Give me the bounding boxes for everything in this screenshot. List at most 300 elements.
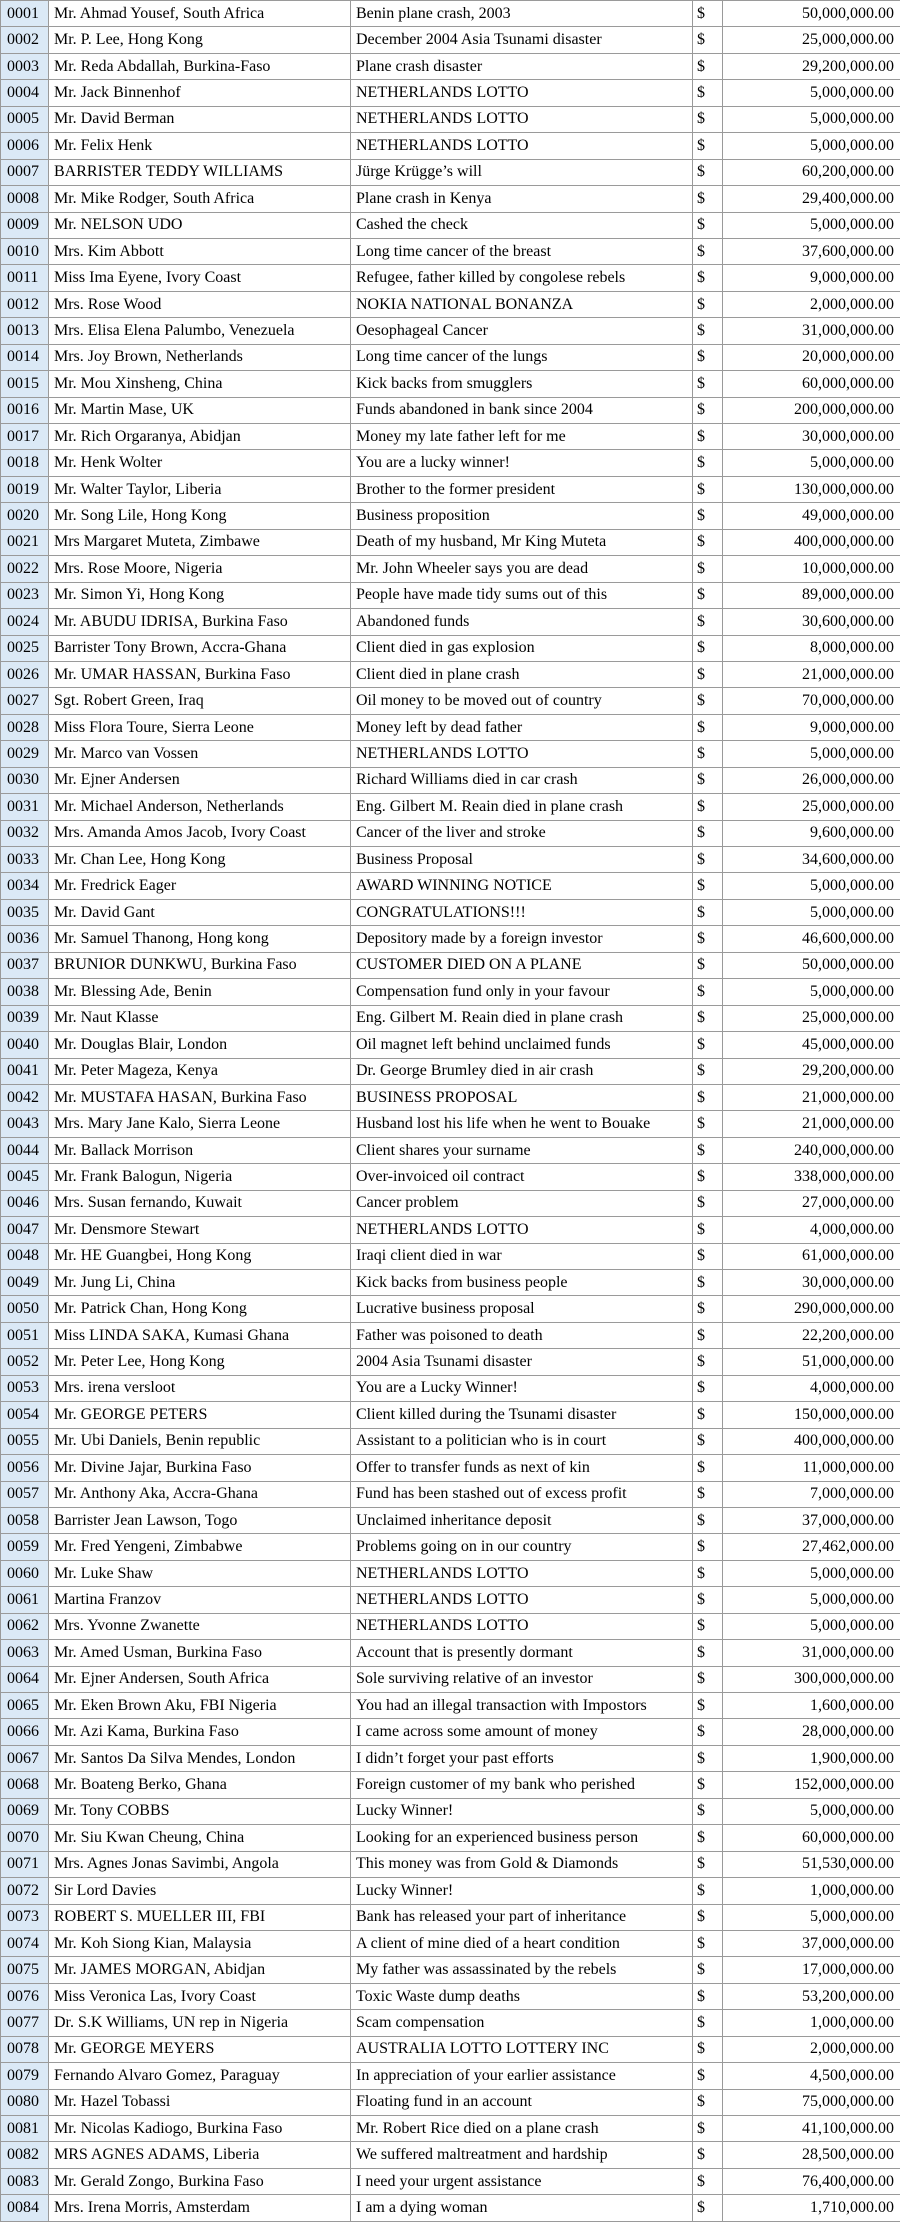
amount-cell: 45,000,000.00 xyxy=(723,1032,900,1058)
story-cell: AWARD WINNING NOTICE xyxy=(351,873,693,899)
sender-name-cell: Mr. Chan Lee, Hong Kong xyxy=(49,847,351,873)
story-cell: Compensation fund only in your favour xyxy=(351,979,693,1005)
row-number-cell: 0083 xyxy=(1,2168,49,2194)
amount-cell: 4,000,000.00 xyxy=(723,1217,900,1243)
table-row xyxy=(1,661,900,687)
table-row xyxy=(1,2116,900,2142)
currency-cell: $ xyxy=(693,424,723,450)
currency-cell: $ xyxy=(693,979,723,1005)
row-number-cell: 0042 xyxy=(1,1084,49,1110)
story-cell: Toxic Waste dump deaths xyxy=(351,1983,693,2009)
row-number-cell: 0057 xyxy=(1,1481,49,1507)
story-cell: Mr. Robert Rice died on a plane crash xyxy=(351,2116,693,2142)
table-row xyxy=(1,2089,900,2115)
table-row xyxy=(1,688,900,714)
sender-name-cell: Mr. Densmore Stewart xyxy=(49,1217,351,1243)
row-number-cell: 0004 xyxy=(1,80,49,106)
table-row xyxy=(1,1719,900,1745)
story-cell: Father was poisoned to death xyxy=(351,1322,693,1348)
row-number-cell: 0075 xyxy=(1,1957,49,1983)
story-cell: Oil magnet left behind unclaimed funds xyxy=(351,1032,693,1058)
sender-name-cell: Mr. MUSTAFA HASAN, Burkina Faso xyxy=(49,1084,351,1110)
amount-cell: 21,000,000.00 xyxy=(723,1084,900,1110)
table-row xyxy=(1,582,900,608)
story-cell: CONGRATULATIONS!!! xyxy=(351,899,693,925)
table-row xyxy=(1,1032,900,1058)
sender-name-cell: Miss LINDA SAKA, Kumasi Ghana xyxy=(49,1322,351,1348)
story-cell: NETHERLANDS LOTTO xyxy=(351,1587,693,1613)
row-number-cell: 0053 xyxy=(1,1375,49,1401)
table-row xyxy=(1,212,900,238)
table-row xyxy=(1,1613,900,1639)
row-number-cell: 0019 xyxy=(1,476,49,502)
currency-cell: $ xyxy=(693,450,723,476)
currency-cell: $ xyxy=(693,1455,723,1481)
row-number-cell: 0063 xyxy=(1,1640,49,1666)
sender-name-cell: Miss Ima Eyene, Ivory Coast xyxy=(49,265,351,291)
row-number-cell: 0034 xyxy=(1,873,49,899)
currency-cell: $ xyxy=(693,635,723,661)
row-number-cell: 0021 xyxy=(1,529,49,555)
table-row xyxy=(1,899,900,925)
table-row xyxy=(1,1825,900,1851)
currency-cell: $ xyxy=(693,159,723,185)
amount-cell: 5,000,000.00 xyxy=(723,979,900,1005)
row-number-cell: 0074 xyxy=(1,1930,49,1956)
currency-cell: $ xyxy=(693,1032,723,1058)
sender-name-cell: Mrs. Kim Abbott xyxy=(49,238,351,264)
amount-cell: 338,000,000.00 xyxy=(723,1164,900,1190)
amount-cell: 150,000,000.00 xyxy=(723,1402,900,1428)
row-number-cell: 0033 xyxy=(1,847,49,873)
sender-name-cell: Mrs. irena versloot xyxy=(49,1375,351,1401)
sender-name-cell: Miss Veronica Las, Ivory Coast xyxy=(49,1983,351,2009)
currency-cell: $ xyxy=(693,1851,723,1877)
table-row xyxy=(1,1693,900,1719)
story-cell: We suffered maltreatment and hardship xyxy=(351,2142,693,2168)
amount-cell: 240,000,000.00 xyxy=(723,1137,900,1163)
currency-cell: $ xyxy=(693,27,723,53)
story-cell: Floating fund in an account xyxy=(351,2089,693,2115)
currency-cell: $ xyxy=(693,1296,723,1322)
table-row xyxy=(1,2010,900,2036)
sender-name-cell: Mr. Tony COBBS xyxy=(49,1798,351,1824)
currency-cell: $ xyxy=(693,1190,723,1216)
story-cell: Scam compensation xyxy=(351,2010,693,2036)
row-number-cell: 0008 xyxy=(1,186,49,212)
table-row xyxy=(1,503,900,529)
table-row xyxy=(1,1640,900,1666)
table-row xyxy=(1,159,900,185)
currency-cell: $ xyxy=(693,397,723,423)
table-row xyxy=(1,2142,900,2168)
currency-cell: $ xyxy=(693,661,723,687)
row-number-cell: 0016 xyxy=(1,397,49,423)
amount-cell: 28,500,000.00 xyxy=(723,2142,900,2168)
sender-name-cell: Mr. Divine Jajar, Burkina Faso xyxy=(49,1455,351,1481)
table-row xyxy=(1,847,900,873)
currency-cell: $ xyxy=(693,80,723,106)
row-number-cell: 0038 xyxy=(1,979,49,1005)
row-number-cell: 0070 xyxy=(1,1825,49,1851)
table-row xyxy=(1,318,900,344)
currency-cell: $ xyxy=(693,1270,723,1296)
sender-name-cell: Mr. Felix Henk xyxy=(49,133,351,159)
sender-name-cell: Mr. Rich Orgaranya, Abidjan xyxy=(49,424,351,450)
amount-cell: 60,200,000.00 xyxy=(723,159,900,185)
table-row xyxy=(1,238,900,264)
story-cell: Bank has released your part of inheritance xyxy=(351,1904,693,1930)
row-number-cell: 0079 xyxy=(1,2063,49,2089)
amount-cell: 5,000,000.00 xyxy=(723,133,900,159)
sender-name-cell: Mr. Santos Da Silva Mendes, London xyxy=(49,1745,351,1771)
currency-cell: $ xyxy=(693,1,723,27)
sender-name-cell: Mr. Hazel Tobassi xyxy=(49,2089,351,2115)
row-number-cell: 0048 xyxy=(1,1243,49,1269)
sender-name-cell: BARRISTER TEDDY WILLIAMS xyxy=(49,159,351,185)
currency-cell: $ xyxy=(693,1005,723,1031)
row-number-cell: 0020 xyxy=(1,503,49,529)
table-row xyxy=(1,1878,900,1904)
row-number-cell: 0069 xyxy=(1,1798,49,1824)
amount-cell: 2,000,000.00 xyxy=(723,2036,900,2062)
amount-cell: 4,500,000.00 xyxy=(723,2063,900,2089)
sender-name-cell: Mrs. Rose Moore, Nigeria xyxy=(49,556,351,582)
row-number-cell: 0011 xyxy=(1,265,49,291)
amount-cell: 152,000,000.00 xyxy=(723,1772,900,1798)
story-cell: Refugee, father killed by congolese rebels xyxy=(351,265,693,291)
story-cell: Client killed during the Tsunami disaster xyxy=(351,1402,693,1428)
story-cell: Money my late father left for me xyxy=(351,424,693,450)
currency-cell: $ xyxy=(693,1745,723,1771)
sender-name-cell: Mrs. Susan fernando, Kuwait xyxy=(49,1190,351,1216)
sender-name-cell: Mr. Peter Mageza, Kenya xyxy=(49,1058,351,1084)
amount-cell: 50,000,000.00 xyxy=(723,1,900,27)
row-number-cell: 0040 xyxy=(1,1032,49,1058)
currency-cell: $ xyxy=(693,820,723,846)
sender-name-cell: Mr. Azi Kama, Burkina Faso xyxy=(49,1719,351,1745)
currency-cell: $ xyxy=(693,1534,723,1560)
currency-cell: $ xyxy=(693,2168,723,2194)
story-cell: Money left by dead father xyxy=(351,714,693,740)
amount-cell: 290,000,000.00 xyxy=(723,1296,900,1322)
sender-name-cell: Mr. Patrick Chan, Hong Kong xyxy=(49,1296,351,1322)
currency-cell: $ xyxy=(693,265,723,291)
amount-cell: 41,100,000.00 xyxy=(723,2116,900,2142)
currency-cell: $ xyxy=(693,1613,723,1639)
row-number-cell: 0078 xyxy=(1,2036,49,2062)
amount-cell: 89,000,000.00 xyxy=(723,582,900,608)
row-number-cell: 0031 xyxy=(1,794,49,820)
table-row xyxy=(1,1402,900,1428)
row-number-cell: 0023 xyxy=(1,582,49,608)
story-cell: This money was from Gold & Diamonds xyxy=(351,1851,693,1877)
amount-cell: 25,000,000.00 xyxy=(723,1005,900,1031)
sender-name-cell: Mr. NELSON UDO xyxy=(49,212,351,238)
amount-cell: 29,200,000.00 xyxy=(723,1058,900,1084)
currency-cell: $ xyxy=(693,1164,723,1190)
story-cell: Sole surviving relative of an investor xyxy=(351,1666,693,1692)
story-cell: Jürge Krügge’s will xyxy=(351,159,693,185)
currency-cell: $ xyxy=(693,688,723,714)
amount-cell: 10,000,000.00 xyxy=(723,556,900,582)
row-number-cell: 0009 xyxy=(1,212,49,238)
row-number-cell: 0065 xyxy=(1,1693,49,1719)
table-row xyxy=(1,1084,900,1110)
currency-cell: $ xyxy=(693,1322,723,1348)
table-row xyxy=(1,291,900,317)
table-row xyxy=(1,1111,900,1137)
table-row xyxy=(1,1137,900,1163)
sender-name-cell: Mr. Siu Kwan Cheung, China xyxy=(49,1825,351,1851)
table-row xyxy=(1,794,900,820)
currency-cell: $ xyxy=(693,2063,723,2089)
table-row xyxy=(1,476,900,502)
story-cell: Depository made by a foreign investor xyxy=(351,926,693,952)
row-number-cell: 0050 xyxy=(1,1296,49,1322)
amount-cell: 17,000,000.00 xyxy=(723,1957,900,1983)
amount-cell: 21,000,000.00 xyxy=(723,661,900,687)
sender-name-cell: Mrs. Joy Brown, Netherlands xyxy=(49,344,351,370)
currency-cell: $ xyxy=(693,2036,723,2062)
row-number-cell: 0064 xyxy=(1,1666,49,1692)
row-number-cell: 0049 xyxy=(1,1270,49,1296)
table-row xyxy=(1,1534,900,1560)
table-row xyxy=(1,1296,900,1322)
amount-cell: 61,000,000.00 xyxy=(723,1243,900,1269)
row-number-cell: 0003 xyxy=(1,53,49,79)
currency-cell: $ xyxy=(693,926,723,952)
table-row xyxy=(1,1666,900,1692)
story-cell: NETHERLANDS LOTTO xyxy=(351,80,693,106)
amount-cell: 46,600,000.00 xyxy=(723,926,900,952)
story-cell: My father was assassinated by the rebels xyxy=(351,1957,693,1983)
amount-cell: 75,000,000.00 xyxy=(723,2089,900,2115)
story-cell: Long time cancer of the breast xyxy=(351,238,693,264)
sender-name-cell: Mr. GEORGE MEYERS xyxy=(49,2036,351,2062)
sender-name-cell: Mr. Amed Usman, Burkina Faso xyxy=(49,1640,351,1666)
sender-name-cell: Mrs. Agnes Jonas Savimbi, Angola xyxy=(49,1851,351,1877)
table-row xyxy=(1,609,900,635)
sender-name-cell: Mr. Martin Mase, UK xyxy=(49,397,351,423)
table-row xyxy=(1,767,900,793)
currency-cell: $ xyxy=(693,1217,723,1243)
amount-cell: 9,000,000.00 xyxy=(723,714,900,740)
sender-name-cell: Mr. Douglas Blair, London xyxy=(49,1032,351,1058)
currency-cell: $ xyxy=(693,53,723,79)
amount-cell: 5,000,000.00 xyxy=(723,873,900,899)
story-cell: BUSINESS PROPOSAL xyxy=(351,1084,693,1110)
story-cell: Husband lost his life when he went to Bouake xyxy=(351,1111,693,1137)
story-cell: AUSTRALIA LOTTO LOTTERY INC xyxy=(351,2036,693,2062)
row-number-cell: 0013 xyxy=(1,318,49,344)
amount-cell: 76,400,000.00 xyxy=(723,2168,900,2194)
amount-cell: 11,000,000.00 xyxy=(723,1455,900,1481)
sender-name-cell: Sir Lord Davies xyxy=(49,1878,351,1904)
currency-cell: $ xyxy=(693,1904,723,1930)
story-cell: NETHERLANDS LOTTO xyxy=(351,741,693,767)
amount-cell: 400,000,000.00 xyxy=(723,1428,900,1454)
row-number-cell: 0055 xyxy=(1,1428,49,1454)
story-cell: Business proposition xyxy=(351,503,693,529)
sender-name-cell: Mr. Blessing Ade, Benin xyxy=(49,979,351,1005)
amount-cell: 1,600,000.00 xyxy=(723,1693,900,1719)
currency-cell: $ xyxy=(693,1375,723,1401)
row-number-cell: 0051 xyxy=(1,1322,49,1348)
table-row xyxy=(1,1428,900,1454)
row-number-cell: 0025 xyxy=(1,635,49,661)
story-cell: Assistant to a politician who is in court xyxy=(351,1428,693,1454)
row-number-cell: 0060 xyxy=(1,1560,49,1586)
table-row xyxy=(1,1005,900,1031)
amount-cell: 70,000,000.00 xyxy=(723,688,900,714)
story-cell: CUSTOMER DIED ON A PLANE xyxy=(351,952,693,978)
currency-cell: $ xyxy=(693,1930,723,1956)
currency-cell: $ xyxy=(693,873,723,899)
row-number-cell: 0032 xyxy=(1,820,49,846)
row-number-cell: 0015 xyxy=(1,371,49,397)
currency-cell: $ xyxy=(693,1640,723,1666)
currency-cell: $ xyxy=(693,1772,723,1798)
amount-cell: 60,000,000.00 xyxy=(723,1825,900,1851)
sender-name-cell: Mr. HE Guangbei, Hong Kong xyxy=(49,1243,351,1269)
row-number-cell: 0035 xyxy=(1,899,49,925)
amount-cell: 5,000,000.00 xyxy=(723,1587,900,1613)
row-number-cell: 0054 xyxy=(1,1402,49,1428)
sender-name-cell: Mrs. Rose Wood xyxy=(49,291,351,317)
sender-name-cell: Mr. Marco van Vossen xyxy=(49,741,351,767)
row-number-cell: 0076 xyxy=(1,1983,49,2009)
amount-cell: 37,000,000.00 xyxy=(723,1930,900,1956)
sender-name-cell: Mr. Mou Xinsheng, China xyxy=(49,371,351,397)
table-row xyxy=(1,979,900,1005)
currency-cell: $ xyxy=(693,1825,723,1851)
currency-cell: $ xyxy=(693,1058,723,1084)
row-number-cell: 0043 xyxy=(1,1111,49,1137)
currency-cell: $ xyxy=(693,714,723,740)
story-cell: December 2004 Asia Tsunami disaster xyxy=(351,27,693,53)
currency-cell: $ xyxy=(693,1983,723,2009)
table-row xyxy=(1,1507,900,1533)
table-row xyxy=(1,1375,900,1401)
amount-cell: 37,000,000.00 xyxy=(723,1507,900,1533)
currency-cell: $ xyxy=(693,556,723,582)
row-number-cell: 0046 xyxy=(1,1190,49,1216)
currency-cell: $ xyxy=(693,212,723,238)
row-number-cell: 0071 xyxy=(1,1851,49,1877)
amount-cell: 1,000,000.00 xyxy=(723,2010,900,2036)
currency-cell: $ xyxy=(693,609,723,635)
table-row xyxy=(1,1217,900,1243)
sender-name-cell: Mr. Jung Li, China xyxy=(49,1270,351,1296)
sender-name-cell: Martina Franzov xyxy=(49,1587,351,1613)
currency-cell: $ xyxy=(693,291,723,317)
story-cell: Client died in gas explosion xyxy=(351,635,693,661)
amount-cell: 60,000,000.00 xyxy=(723,371,900,397)
table-row xyxy=(1,133,900,159)
table-row xyxy=(1,952,900,978)
row-number-cell: 0067 xyxy=(1,1745,49,1771)
table-row xyxy=(1,529,900,555)
currency-cell: $ xyxy=(693,371,723,397)
story-cell: In appreciation of your earlier assistance xyxy=(351,2063,693,2089)
amount-cell: 22,200,000.00 xyxy=(723,1322,900,1348)
sender-name-cell: Mrs. Amanda Amos Jacob, Ivory Coast xyxy=(49,820,351,846)
sender-name-cell: Mr. Nicolas Kadiogo, Burkina Faso xyxy=(49,2116,351,2142)
story-cell: Plane crash disaster xyxy=(351,53,693,79)
table-row xyxy=(1,1455,900,1481)
currency-cell: $ xyxy=(693,1428,723,1454)
sender-name-cell: Mr. Ahmad Yousef, South Africa xyxy=(49,1,351,27)
row-number-cell: 0007 xyxy=(1,159,49,185)
amount-cell: 27,462,000.00 xyxy=(723,1534,900,1560)
table-row xyxy=(1,1349,900,1375)
sender-name-cell: Mr. Henk Wolter xyxy=(49,450,351,476)
table-row xyxy=(1,635,900,661)
table-row xyxy=(1,820,900,846)
row-number-cell: 0005 xyxy=(1,106,49,132)
amount-cell: 5,000,000.00 xyxy=(723,106,900,132)
story-cell: NOKIA NATIONAL BONANZA xyxy=(351,291,693,317)
currency-cell: $ xyxy=(693,1878,723,1904)
sender-name-cell: Mr. David Berman xyxy=(49,106,351,132)
sender-name-cell: Mrs. Elisa Elena Palumbo, Venezuela xyxy=(49,318,351,344)
table-row xyxy=(1,1190,900,1216)
sender-name-cell: Mr. ABUDU IDRISA, Burkina Faso xyxy=(49,609,351,635)
story-cell: Problems going on in our country xyxy=(351,1534,693,1560)
amount-cell: 26,000,000.00 xyxy=(723,767,900,793)
amount-cell: 5,000,000.00 xyxy=(723,212,900,238)
story-cell: Business Proposal xyxy=(351,847,693,873)
currency-cell: $ xyxy=(693,1481,723,1507)
row-number-cell: 0084 xyxy=(1,2195,49,2221)
sender-name-cell: Sgt. Robert Green, Iraq xyxy=(49,688,351,714)
table-row xyxy=(1,1587,900,1613)
table-row xyxy=(1,80,900,106)
sender-name-cell: Mr. Simon Yi, Hong Kong xyxy=(49,582,351,608)
row-number-cell: 0010 xyxy=(1,238,49,264)
row-number-cell: 0081 xyxy=(1,2116,49,2142)
amount-cell: 51,530,000.00 xyxy=(723,1851,900,1877)
table-row xyxy=(1,1745,900,1771)
table-row xyxy=(1,53,900,79)
story-cell: NETHERLANDS LOTTO xyxy=(351,1560,693,1586)
row-number-cell: 0017 xyxy=(1,424,49,450)
table-row xyxy=(1,873,900,899)
amount-cell: 53,200,000.00 xyxy=(723,1983,900,2009)
row-number-cell: 0002 xyxy=(1,27,49,53)
row-number-cell: 0080 xyxy=(1,2089,49,2115)
row-number-cell: 0030 xyxy=(1,767,49,793)
table-row xyxy=(1,714,900,740)
sender-name-cell: Mrs. Irena Morris, Amsterdam xyxy=(49,2195,351,2221)
currency-cell: $ xyxy=(693,2116,723,2142)
sender-name-cell: Barrister Jean Lawson, Togo xyxy=(49,1507,351,1533)
currency-cell: $ xyxy=(693,2010,723,2036)
story-cell: Cancer problem xyxy=(351,1190,693,1216)
row-number-cell: 0045 xyxy=(1,1164,49,1190)
amount-cell: 51,000,000.00 xyxy=(723,1349,900,1375)
currency-cell: $ xyxy=(693,2195,723,2221)
row-number-cell: 0006 xyxy=(1,133,49,159)
sender-name-cell: Mr. Fred Yengeni, Zimbabwe xyxy=(49,1534,351,1560)
story-cell: Looking for an experienced business person xyxy=(351,1825,693,1851)
amount-cell: 5,000,000.00 xyxy=(723,1798,900,1824)
sender-name-cell: Mr. Naut Klasse xyxy=(49,1005,351,1031)
currency-cell: $ xyxy=(693,1560,723,1586)
table-row xyxy=(1,1481,900,1507)
amount-cell: 300,000,000.00 xyxy=(723,1666,900,1692)
